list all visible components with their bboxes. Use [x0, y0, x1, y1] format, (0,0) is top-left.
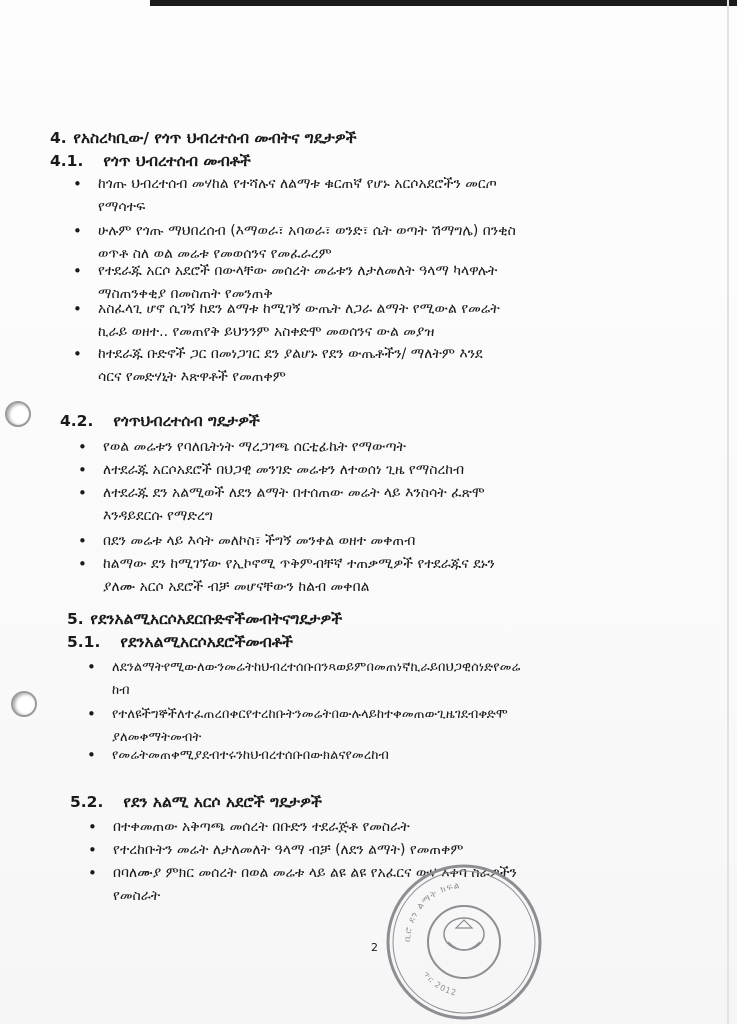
- subsection-number: 5.2.: [70, 793, 104, 811]
- list-item: • የተረከቡትን መሬት ለታለመለት ዓላማ ብቻ (ለደን ልማት) የመጠቀም: [113, 839, 464, 862]
- bullet: •: [87, 746, 96, 764]
- subsection-4-1-heading: [50, 152, 251, 171]
- subsection-4-2-heading: [60, 412, 260, 431]
- bullet: •: [73, 262, 82, 280]
- list-item: • የወል መሬቱን የባለቤትነት ማረጋገጫ ሰርቲፊኬት የማውጣት: [103, 436, 406, 459]
- emblem-icon: [444, 918, 484, 950]
- subsection-title: የጎጥ ህብረተሰብ መብቶች: [103, 152, 251, 170]
- section-5-heading: [67, 610, 342, 629]
- subsection-5-2-heading: [70, 793, 322, 812]
- bullet: •: [78, 438, 87, 456]
- punch-hole-upper: [5, 401, 31, 427]
- subsection-title: የጎጥህብረተሰብ ግዴታዎች: [113, 412, 260, 430]
- bullet: •: [73, 222, 82, 240]
- page-top-edge: [150, 0, 737, 6]
- bullet: •: [73, 345, 82, 363]
- section-number: 5.: [67, 610, 84, 628]
- stamp-date-text: ጥር 2012: [421, 969, 458, 998]
- bullet: •: [73, 175, 82, 193]
- list-item: • ለተደራጁ ደን አልሚወች ለደን ልማት በተሰጠው መሬት ላይ እንስሳት ፈጽሞ እንዳይደርሱ የማድረግ: [78, 484, 485, 524]
- list-item: • ከተደራጁ ቡድኖች ጋር በመነጋገር ደን ያልሆኑ የደን ውጤቶችን/ ማለትም እንደ ሳርና የመድሃኒት እጽዋቶች የመጠቀም: [73, 345, 483, 385]
- list-item: • ለደንልማትየሚውለውንመሬትከህብረተሰቡበንጻወይምበመጠነኛኪራይበህጋዊሰነድየመሬ ከብ: [87, 658, 521, 698]
- page-right-edge: [727, 0, 729, 1024]
- bullet: •: [88, 818, 97, 836]
- stamp-inner-ring: [393, 871, 535, 1013]
- section-title: የአስረካቢው/ የጎጥ ህብረተሰብ መብትና ግዴታዎች: [73, 129, 357, 147]
- subsection-number: 4.2.: [60, 412, 94, 430]
- subsection-number: 4.1.: [50, 152, 84, 170]
- bullet: •: [87, 658, 96, 676]
- list-item: • ከጎጡ ህብረተሰብ መሃከል የተሻሉና ለልማቱ ቁርጠኛ የሆኑ አርሶአደሮችን መርጦ የማሳተፍ: [73, 175, 497, 215]
- subsection-5-1-heading: [67, 633, 293, 652]
- list-item: • አስፈላጊ ሆኖ ሲገኝ ከደን ልማቱ ከሚገኝ ውጤት ለጋራ ልማት የሚውል የመሬት ኪራይ ወዘተ.. የመጠየቅ ይህንንም አስቀድሞ መወሰንና ውል መያዝ: [73, 300, 500, 340]
- list-item: • ለተደራጁ አርሶአደሮች በህጋዊ መንገድ መሬቱን ለተወሰነ ጊዜ የማስረከብ: [103, 459, 464, 482]
- official-stamp: [382, 862, 546, 1022]
- section-number: 4.: [50, 129, 67, 147]
- list-item: • የተለዩችግኞችለተፈጠረበቀርየተረከቡትንመሬትበውሉላይከተቀመጠውጊዜገደብቀድሞ ያለመቀማትመብት: [87, 705, 508, 745]
- list-item: • ከልማው ደን ከሚገኘው የኢኮኖሚ ጥቅምብቸኛ ተጠቃሚዎች የተደራጁና ደኑን ያለሙ አርሶ አደሮች ብቻ መሆናቸውን ከልብ መቀበል: [78, 555, 495, 595]
- punch-hole-lower: [11, 691, 37, 717]
- subsection-title: የደን አልሚ አርሶ አደሮች ግዴታዎች: [123, 793, 322, 811]
- subsection-title: የደንአልሚአርሶአደሮችመብቶች: [120, 633, 293, 651]
- subsection-number: 5.1.: [67, 633, 101, 651]
- stamp-ring-text: ቢሮ ደን ልማት ክፍል: [402, 881, 462, 943]
- list-item: • በባለሙያ ምክር መሰረት በወል መሬቱ ላይ ልዩ ልዩ የአፈርና ውሃ እቀባ ስራዎችን የመስራት: [88, 864, 517, 904]
- section-4-heading: [50, 129, 357, 148]
- list-item: • የመሬትመጠቀሚያደብተሩንከህብረተሰቡበውክልናየመረከብ: [112, 744, 389, 767]
- list-item: • በደን መሬቱ ላይ እሳት መለኮስ፣ ችግኝ መንቀል ወዘተ መቀጠብ: [103, 530, 415, 553]
- bullet: •: [78, 532, 87, 550]
- page-number: 2: [371, 941, 378, 954]
- bullet: •: [73, 300, 82, 318]
- bullet: •: [88, 864, 97, 882]
- stamp-center-ring: [428, 906, 500, 978]
- list-item: • ሁሉም የጎጡ ማህበረሰብ (እማወራ፣ አባወራ፣ ወንድ፣ ሴት ወጣት ሽማግሌ) በንቂስ ወጥቶ ስለ ወል መሬቱ የመወሰንና የመፈራረም: [73, 222, 516, 262]
- bullet: •: [88, 841, 97, 859]
- list-item: • በተቀመጠው አቅጣጫ መሰረት በቡድን ተደራጅቶ የመስራት: [113, 816, 410, 839]
- list-item: • የተደራጁ አርሶ አደሮች በውላቸው መሰረት መሬቱን ለታለመለት ዓላማ ካላዋሉት ማስጠንቀቂያ በመስጠት የመንጠቅ: [73, 262, 498, 302]
- bullet: •: [78, 555, 87, 573]
- section-title: የደንአልሚአርሶአደርቡድኖችመብትናግዴታዎች: [90, 610, 343, 628]
- bullet: •: [78, 461, 87, 479]
- bullet: •: [78, 484, 87, 502]
- bullet: •: [87, 705, 96, 723]
